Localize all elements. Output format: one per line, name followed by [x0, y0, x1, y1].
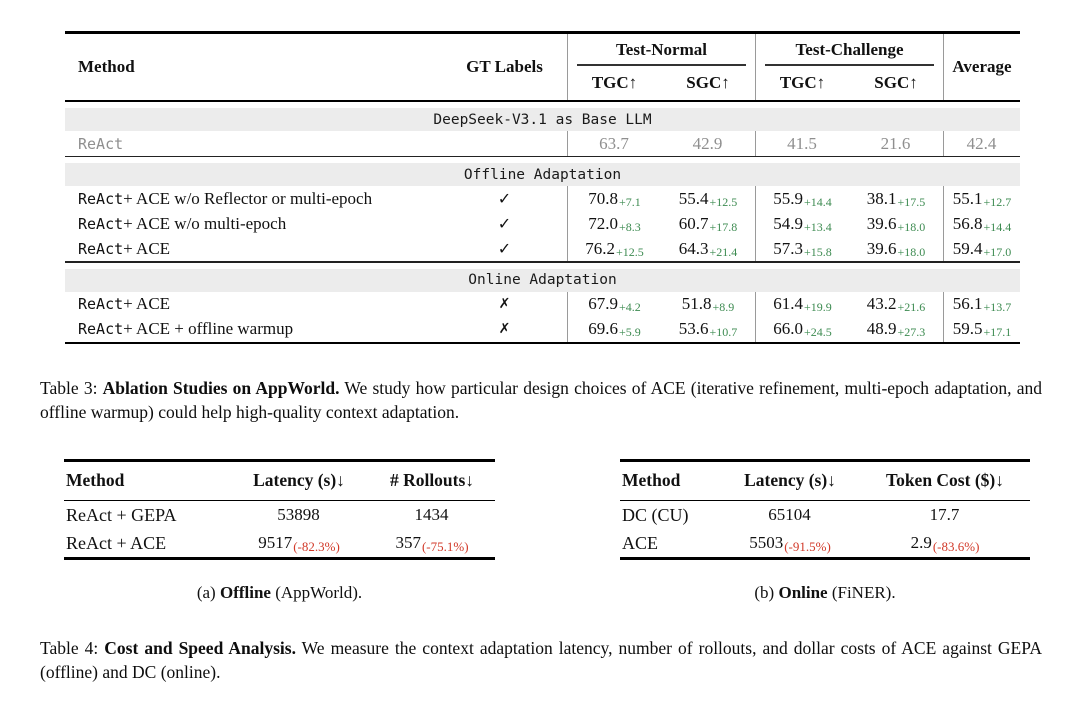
tn-sgc-cell: 42.9 — [692, 133, 723, 153]
col-header-tn-sgc: SGC↑ — [686, 73, 730, 92]
average-cell: 59.5 +17.1 — [943, 317, 1020, 342]
table-row — [65, 131, 1020, 156]
method-cell: DC (CU) — [622, 504, 689, 525]
col-group-test-normal: Test-Normal — [567, 34, 755, 67]
delta-value: +14.4 — [803, 194, 832, 209]
tn-tgc-cell: 70.8 +7.1 — [567, 186, 661, 211]
tc-tgc-cell: 41.5 — [755, 131, 849, 156]
delta-value: +12.5 — [709, 194, 738, 209]
tn-sgc-cell: 64.3 +21.4 — [678, 238, 738, 259]
table3-caption — [40, 377, 1042, 425]
method-cell — [65, 292, 442, 317]
col-header-token-cost: Token Cost ($)↓ — [886, 470, 1004, 490]
average-cell: 59.4 +17.0 — [943, 236, 1020, 261]
average-cell: 56.1 +13.7 — [943, 292, 1020, 317]
method-name: ReAct — [78, 295, 124, 314]
delta-value: +17.0 — [983, 244, 1012, 259]
method-cell: ReAct + ACE — [66, 532, 167, 553]
section-band-offline: Offline Adaptation — [65, 163, 1020, 186]
gt-labels-checkmark: ✓ — [497, 240, 512, 258]
method-suffix: + ACE w/o Reflector or multi-epoch — [123, 188, 373, 208]
tn-sgc-cell: 51.8 +8.9 — [681, 294, 735, 315]
tc-sgc-cell: 38.1 +17.5 — [866, 188, 926, 209]
caption-title: Cost and Speed Analysis. — [104, 638, 296, 658]
delta-percent: (-83.6%) — [932, 539, 980, 555]
table-row — [65, 236, 1020, 261]
latency-cell: 53898 — [277, 505, 320, 525]
delta-value: +24.5 — [803, 325, 832, 340]
tc-sgc-cell: 43.2 +21.6 — [866, 294, 926, 315]
col-header-method: Method — [622, 470, 681, 490]
delta-value: +17.8 — [709, 219, 738, 234]
tc-tgc-cell: 57.3 +15.8 — [755, 236, 849, 261]
method-name: ReAct — [78, 189, 124, 208]
delta-value: +7.1 — [618, 194, 641, 209]
tc-sgc-cell: 21.6 — [880, 133, 911, 153]
delta-value: +27.3 — [897, 325, 926, 340]
average-cell: 55.1 +12.7 — [943, 186, 1020, 211]
delta-value: +17.1 — [983, 325, 1012, 340]
col-header-method: Method — [66, 470, 125, 490]
tn-sgc-cell: 53.6 +10.7 — [678, 319, 738, 340]
delta-value: +12.7 — [983, 194, 1012, 209]
col-header-rollouts: # Rollouts↓ — [389, 470, 475, 490]
col-header-latency: Latency (s)↓ — [744, 470, 836, 490]
table-row — [64, 529, 495, 557]
method-name: ReAct — [78, 134, 124, 153]
table-row — [65, 186, 1020, 211]
token-cost-cell: 2.9 (-83.6%) — [910, 533, 980, 555]
table-row — [620, 529, 1030, 557]
col-header-tn-tgc: TGC↑ — [567, 67, 661, 100]
gt-labels-checkmark: ✓ — [497, 190, 512, 208]
delta-value: +10.7 — [709, 325, 738, 340]
gt-labels-cross: ✗ — [498, 321, 511, 338]
caption-text: We study how particular design choices of ACE (iterative refinement, multi-epoch adaptation, and offline warmup) could help high-quality context adaptation. — [40, 378, 1042, 422]
average-cell: 42.4 — [943, 131, 1020, 156]
table-bottom-rule — [65, 342, 1020, 345]
tc-tgc-cell: 54.9 +13.4 — [755, 211, 849, 236]
gt-labels-cross: ✗ — [498, 296, 511, 313]
table-bottom-rule — [64, 557, 495, 560]
col-header-average: Average — [943, 34, 1020, 100]
delta-value: +21.4 — [709, 244, 738, 259]
table-row — [64, 501, 495, 529]
latency-cell: 65104 — [768, 505, 811, 525]
header-bottom-rule — [65, 100, 1020, 103]
cost-table-offline — [64, 459, 495, 560]
method-suffix: + ACE — [123, 294, 171, 314]
delta-value: +5.9 — [618, 325, 641, 340]
tn-tgc-cell: 67.9 +4.2 — [567, 292, 661, 317]
delta-value: +12.5 — [615, 244, 644, 259]
delta-value: +14.4 — [983, 219, 1012, 234]
caption-title: Offline — [219, 583, 271, 602]
delta-value: +18.0 — [897, 219, 926, 234]
table-row — [65, 292, 1020, 317]
caption-text: (AppWorld). — [270, 583, 363, 602]
col-header-method: Method — [78, 56, 135, 76]
method-suffix: + ACE w/o multi-epoch — [123, 213, 287, 233]
tn-tgc-cell: 69.6 +5.9 — [567, 317, 661, 342]
gt-labels-checkmark: ✓ — [497, 215, 512, 233]
col-header-latency: Latency (s)↓ — [253, 470, 345, 490]
section-rule — [65, 261, 1020, 262]
caption-prefix: (b) — [754, 583, 779, 602]
tn-sgc-cell: 60.7 +17.8 — [678, 213, 738, 234]
method-suffix: + ACE — [123, 238, 171, 258]
ablation-table — [65, 31, 1020, 344]
table-header — [65, 34, 1020, 100]
delta-percent: (-75.1%) — [421, 539, 469, 555]
caption-title: Online — [778, 583, 828, 602]
method-name: ReAct — [78, 320, 124, 339]
delta-value: +17.5 — [897, 194, 926, 209]
token-cost-cell: 17.7 — [929, 505, 960, 525]
gt-labels-cell — [442, 131, 567, 156]
col-header-tc-sgc: SGC↑ — [874, 73, 918, 92]
method-cell: ACE — [622, 532, 658, 553]
tc-tgc-cell: 66.0 +24.5 — [755, 317, 849, 342]
delta-value: +21.6 — [897, 300, 926, 315]
method-cell — [65, 131, 442, 156]
caption-prefix: Table 3: — [40, 378, 103, 398]
delta-value: +8.3 — [618, 219, 641, 234]
col-group-test-challenge: Test-Challenge — [755, 34, 943, 67]
delta-value: +13.7 — [983, 300, 1012, 315]
delta-value: +19.9 — [803, 300, 832, 315]
average-cell: 56.8 +14.4 — [943, 211, 1020, 236]
delta-value: +4.2 — [618, 300, 641, 315]
caption-text: We measure the context adaptation latency, number of rollouts, and dollar costs of ACE against GEPA (offline) and DC (online). — [40, 638, 1042, 682]
tn-tgc-cell: 63.7 — [567, 131, 661, 156]
method-cell: ReAct + GEPA — [66, 504, 177, 525]
tn-sgc-cell: 55.4 +12.5 — [678, 188, 738, 209]
tc-sgc-cell: 39.6 +18.0 — [866, 213, 926, 234]
tc-sgc-cell: 39.6 +18.0 — [866, 238, 926, 259]
table-row — [65, 317, 1020, 342]
table4-caption — [40, 637, 1042, 685]
table4a-caption — [64, 583, 495, 603]
method-suffix: + ACE + offline warmup — [123, 319, 294, 339]
section-band-online: Online Adaptation — [65, 269, 1020, 292]
tn-tgc-cell: 72.0 +8.3 — [567, 211, 661, 236]
tc-tgc-cell: 55.9 +14.4 — [755, 186, 849, 211]
table-bottom-rule — [620, 557, 1030, 560]
method-name: ReAct — [78, 239, 124, 258]
method-name: ReAct — [78, 214, 124, 233]
tc-sgc-cell: 48.9 +27.3 — [866, 319, 926, 340]
col-header-tc-tgc: TGC↑ — [755, 67, 849, 100]
cost-table-online — [620, 459, 1030, 560]
rollouts-cell: 357 (-75.1%) — [395, 533, 469, 555]
section-band-base-llm: DeepSeek-V3.1 as Base LLM — [65, 108, 1020, 131]
tn-tgc-cell: 76.2 +12.5 — [567, 236, 661, 261]
table4b-caption — [620, 583, 1030, 603]
table-row — [620, 501, 1030, 529]
section-rule — [65, 156, 1020, 157]
caption-title: Ablation Studies on AppWorld. — [102, 378, 340, 398]
table-header — [620, 462, 1030, 500]
latency-cell: 5503 (-91.5%) — [749, 533, 831, 555]
caption-prefix: Table 4: — [40, 638, 105, 658]
delta-value: +18.0 — [897, 244, 926, 259]
method-cell — [65, 236, 442, 261]
caption-prefix: (a) — [196, 583, 220, 602]
delta-value: +8.9 — [712, 300, 735, 315]
table-header — [64, 462, 495, 500]
col-header-gt-labels: GT Labels — [466, 56, 543, 76]
rollouts-cell: 1434 — [414, 505, 449, 525]
method-cell — [65, 186, 442, 211]
tc-tgc-cell: 61.4 +19.9 — [755, 292, 849, 317]
delta-percent: (-82.3%) — [293, 539, 340, 555]
delta-percent: (-91.5%) — [784, 539, 831, 555]
delta-value: +15.8 — [803, 244, 832, 259]
caption-text: (FiNER). — [827, 583, 896, 602]
table-row — [65, 211, 1020, 236]
method-cell — [65, 317, 442, 342]
method-cell — [65, 211, 442, 236]
latency-cell: 9517 (-82.3%) — [258, 533, 340, 555]
delta-value: +13.4 — [803, 219, 832, 234]
